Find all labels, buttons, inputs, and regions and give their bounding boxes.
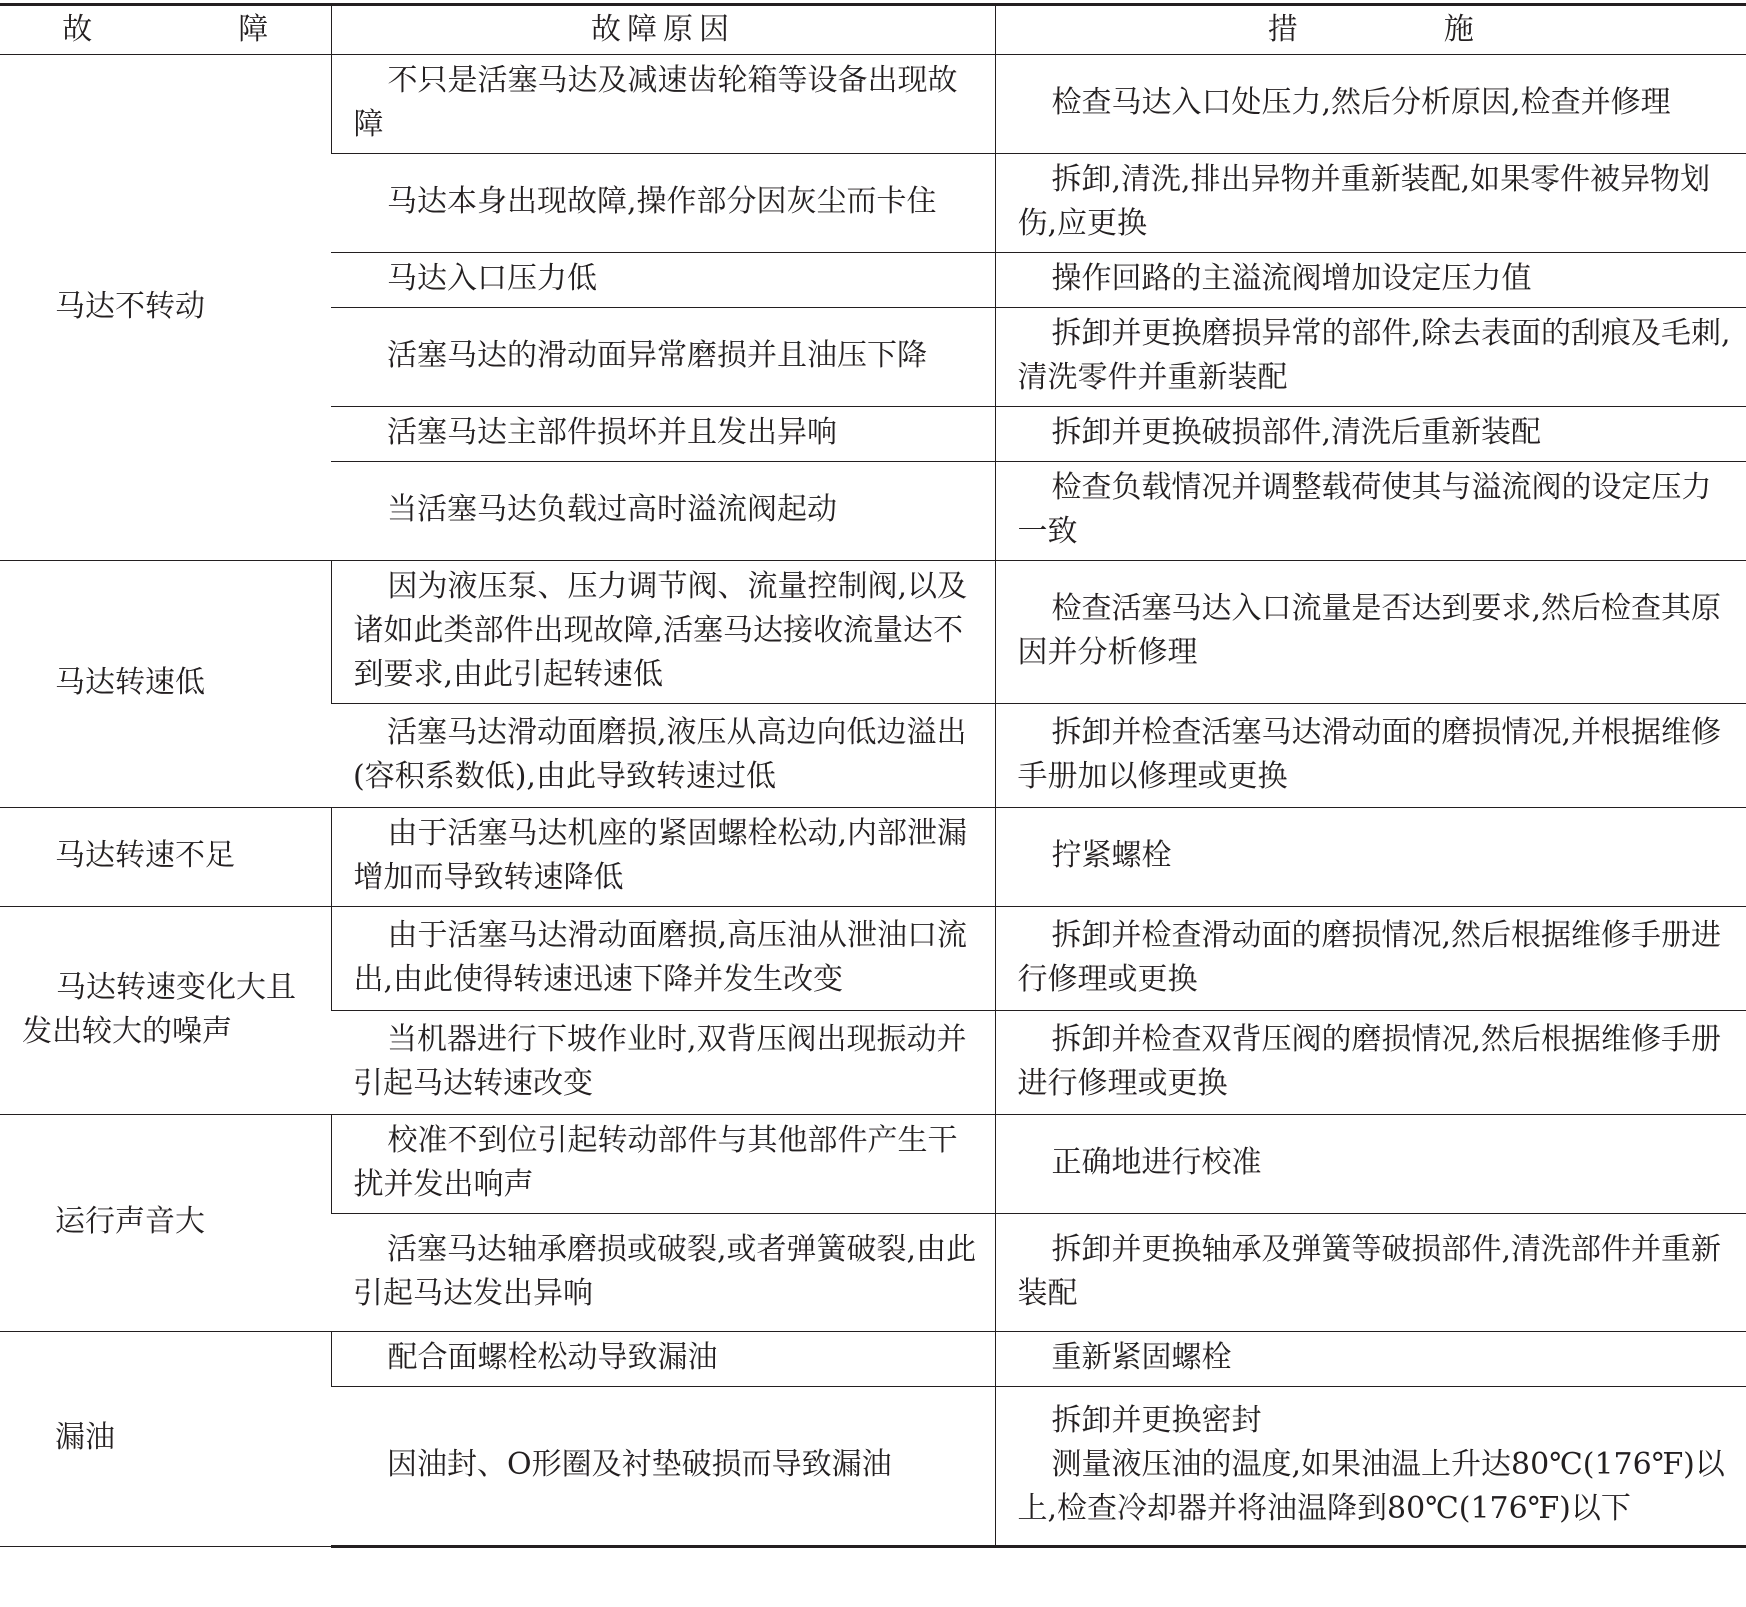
table-row (0, 55, 1746, 154)
cause-cell: 因为液压泵、压力调节阀、流量控制阀,以及诸如此类部件出现故障,活塞马达接收流量达不到要求,由此引起转速低 (331, 561, 995, 704)
fault-cell: 运行声音大 (0, 1115, 331, 1332)
measure-cell: 拧紧螺栓 (995, 808, 1746, 907)
header-cause: 故障原因 (331, 5, 995, 55)
measure-cell: 操作回路的主溢流阀增加设定压力值 (995, 253, 1746, 308)
fault-cell: 马达转速变化大且发出较大的噪声 (0, 907, 331, 1115)
cause-cell: 活塞马达的滑动面异常磨损并且油压下降 (331, 308, 995, 407)
measure-cell: 拆卸并检查滑动面的磨损情况,然后根据维修手册进行修理或更换 (995, 907, 1746, 1011)
cause-cell: 当活塞马达负载过高时溢流阀起动 (331, 462, 995, 561)
cause-cell: 活塞马达轴承磨损或破裂,或者弹簧破裂,由此引起马达发出异响 (331, 1214, 995, 1332)
measure-cell (995, 1387, 1746, 1547)
table-row (0, 808, 1746, 907)
fault-cell: 漏油 (0, 1332, 331, 1547)
cause-cell: 活塞马达滑动面磨损,液压从高边向低边溢出(容积系数低),由此导致转速过低 (331, 704, 995, 808)
measure-line: 拆卸并更换密封 (1051, 1403, 1262, 1438)
table-row (0, 561, 1746, 704)
fault-cell: 马达转速低 (0, 561, 331, 808)
cause-cell: 马达本身出现故障,操作部分因灰尘而卡住 (331, 154, 995, 253)
measure-cell: 检查负载情况并调整载荷使其与溢流阀的设定压力一致 (995, 462, 1746, 561)
cause-cell: 当机器进行下坡作业时,双背压阀出现振动并引起马达转速改变 (331, 1011, 995, 1115)
cause-cell: 马达入口压力低 (331, 253, 995, 308)
cause-cell: 由于活塞马达滑动面磨损,高压油从泄油口流出,由此使得转速迅速下降并发生改变 (331, 907, 995, 1011)
measure-cell: 检查活塞马达入口流量是否达到要求,然后检查其原因并分析修理 (995, 561, 1746, 704)
cause-cell: 不只是活塞马达及减速齿轮箱等设备出现故障 (331, 55, 995, 154)
table-row (0, 1115, 1746, 1214)
measure-cell: 拆卸并更换破损部件,清洗后重新装配 (995, 407, 1746, 462)
cause-cell: 因油封、O形圈及衬垫破损而导致漏油 (331, 1387, 995, 1547)
measure-cell: 拆卸并检查双背压阀的磨损情况,然后根据维修手册进行修理或更换 (995, 1011, 1746, 1115)
fault-table (0, 3, 1746, 1548)
cause-cell: 活塞马达主部件损坏并且发出异响 (331, 407, 995, 462)
measure-cell: 拆卸并更换轴承及弹簧等破损部件,清洗部件并重新装配 (995, 1214, 1746, 1332)
measure-cell: 拆卸,清洗,排出异物并重新装配,如果零件被异物划伤,应更换 (995, 154, 1746, 253)
table-body (0, 55, 1746, 1547)
measure-cell: 重新紧固螺栓 (995, 1332, 1746, 1387)
table-header-row (0, 5, 1746, 55)
table-row (0, 1332, 1746, 1387)
fault-cell: 马达不转动 (0, 55, 331, 561)
table-row (0, 907, 1746, 1011)
measure-cell: 检查马达入口处压力,然后分析原因,检查并修理 (995, 55, 1746, 154)
measure-cell: 拆卸并更换磨损异常的部件,除去表面的刮痕及毛刺,清洗零件并重新装配 (995, 308, 1746, 407)
header-measure: 措 施 (995, 5, 1746, 55)
cause-cell: 由于活塞马达机座的紧固螺栓松动,内部泄漏增加而导致转速降低 (331, 808, 995, 907)
cause-cell: 校准不到位引起转动部件与其他部件产生干扰并发出响声 (331, 1115, 995, 1214)
measure-line: 测量液压油的温度,如果油温上升达80℃(176℉)以上,检查冷却器并将油温降到80℃(176℉)以下 (1017, 1447, 1725, 1526)
measure-cell: 正确地进行校准 (995, 1115, 1746, 1214)
cause-cell: 配合面螺栓松动导致漏油 (331, 1332, 995, 1387)
header-fault: 故 障 (0, 5, 331, 55)
fault-cell: 马达转速不足 (0, 808, 331, 907)
measure-cell: 拆卸并检查活塞马达滑动面的磨损情况,并根据维修手册加以修理或更换 (995, 704, 1746, 808)
